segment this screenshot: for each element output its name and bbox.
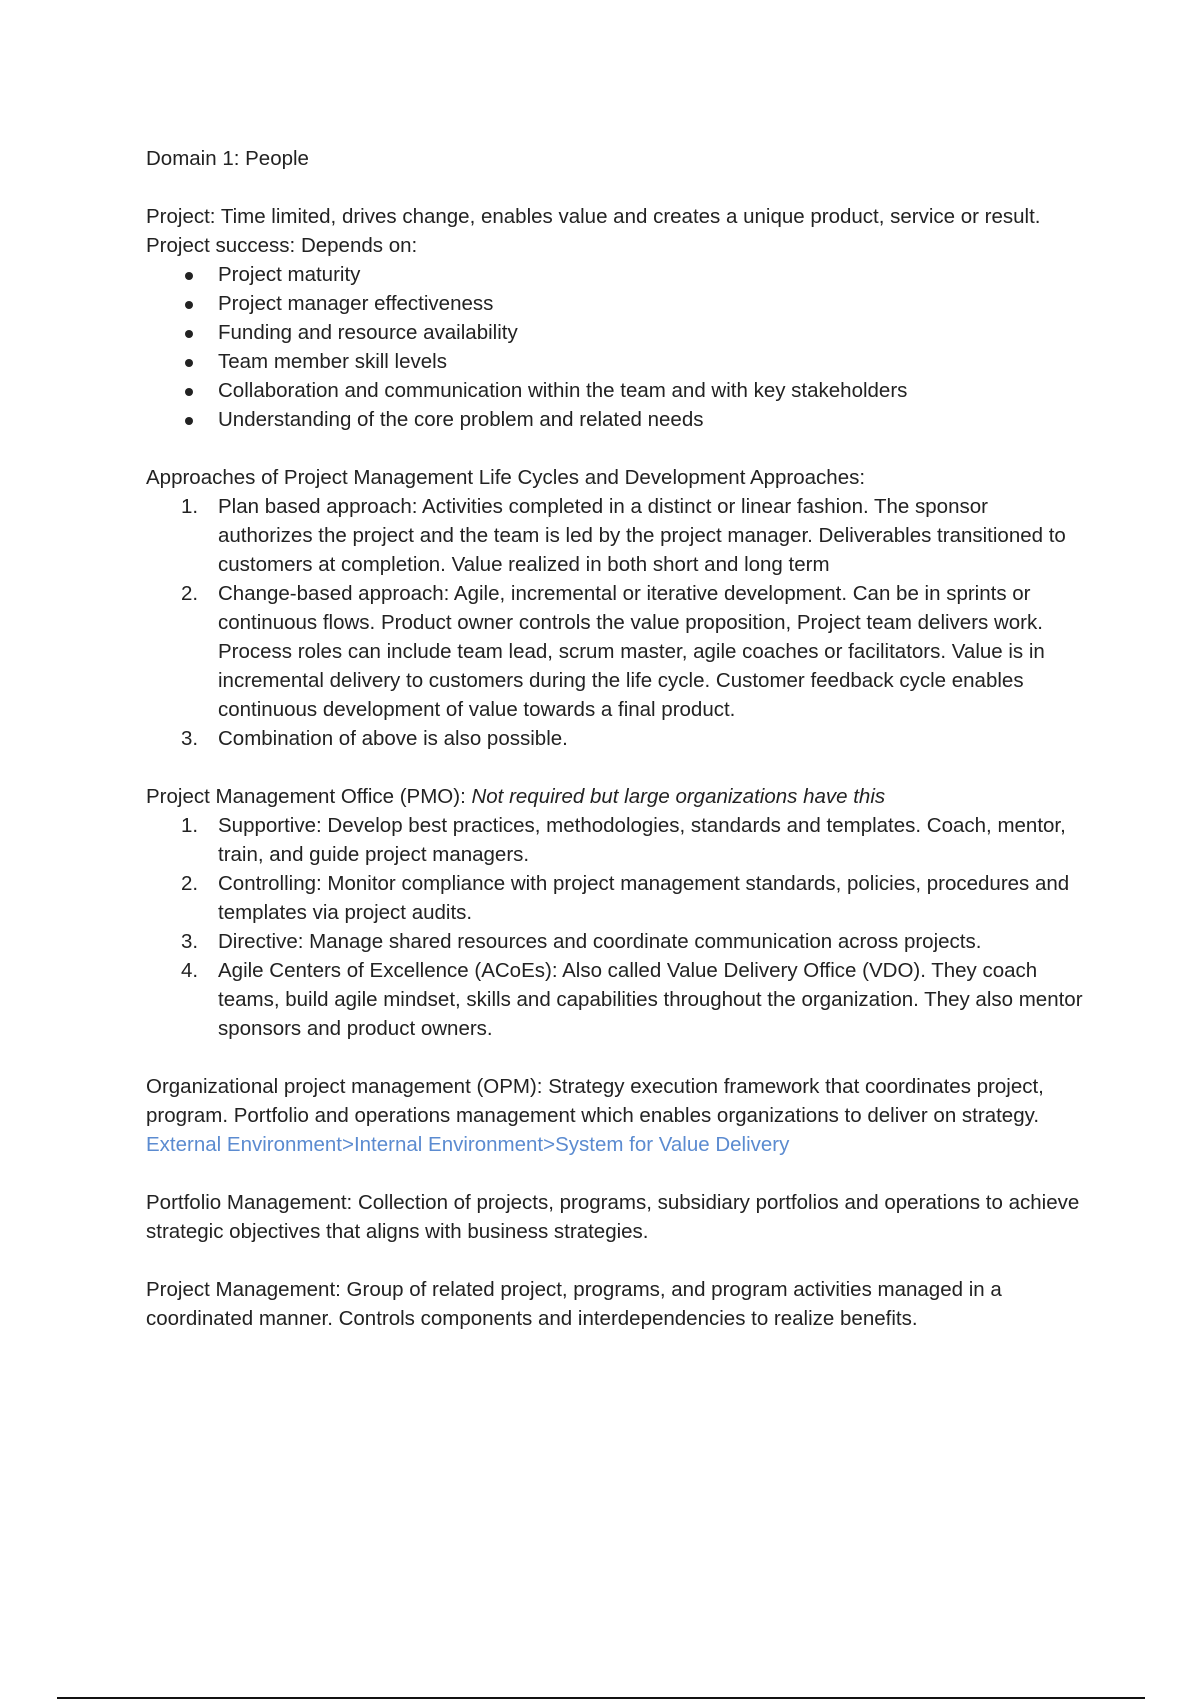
opm-paragraph: Organizational project management (OPM): Strategy execution framework that coordinates project, program. Portfolio and operations management which enables organizations to deliver on strategy. External Environment>Internal Environment>System for Value Delivery [146,1075,1044,1156]
pmo-heading: Project Management Office (PMO): Not required but large organizations have this [146,785,886,808]
list-item: Team member skill levels [146,347,1086,376]
success-heading: Project success: Depends on: [146,234,418,257]
list-item: Project maturity [146,260,1086,289]
document-title: Domain 1: People [146,147,309,170]
list-item: Project manager effectiveness [146,289,1086,318]
page-bottom-rule [57,1697,1145,1699]
list-item: 3. Directive: Manage shared resources and coordinate communication across projects. [181,930,982,953]
list-item: Collaboration and communication within the team and with key stakeholders [146,376,1086,405]
project-definition: Project: Time limited, drives change, enables value and creates a unique product, service or result. [146,205,1041,228]
pmo-types-list [146,811,1086,1043]
pmo-note: Not required but large organizations have this [471,785,886,808]
document-page [146,144,1086,1333]
portfolio-paragraph: Portfolio Management: Collection of projects, programs, subsidiary portfolios and operations to achieve strategic objectives that aligns with business strategies. [146,1191,1080,1243]
list-item: 2. Controlling: Monitor compliance with project management standards, policies, procedures and templates via project audits. [181,872,1070,924]
approaches-list [146,492,1086,753]
list-item: 2. Change-based approach: Agile, incremental or iterative development. Can be in sprints or continuous flows. Product owner controls the value proposition, Project team delivers work. Process roles can include team lead, scrum master, agile coaches or facilitators. Value is in incremental delivery to customers during the life cycle. Customer feedback cycle enables continuous development of value towards a final product. [181,582,1045,721]
list-item: Understanding of the core problem and related needs [146,405,1086,434]
list-item: 1. Supportive: Develop best practices, methodologies, standards and templates. Coach, mentor, train, and guide project managers. [181,814,1066,866]
project-management-paragraph: Project Management: Group of related project, programs, and program activities managed in a coordinated manner. Controls components and interdependencies to realize benefits. [146,1278,1002,1330]
list-item: Funding and resource availability [146,318,1086,347]
approaches-heading: Approaches of Project Management Life Cycles and Development Approaches: [146,466,866,489]
opm-link[interactable]: External Environment>Internal Environment>System for Value Delivery [146,1133,790,1156]
list-item: 4. Agile Centers of Excellence (ACoEs): Also called Value Delivery Office (VDO). They coach teams, build agile mindset, skills and capabilities throughout the organization. They also mentor sponsors and product owners. [181,959,1083,1040]
list-item: 3. Combination of above is also possible. [181,727,568,750]
list-item: 1. Plan based approach: Activities completed in a distinct or linear fashion. The sponsor authorizes the project and the team is led by the project manager. Deliverables transitioned to customers at completion. Value realized in both short and long term [181,495,1066,576]
success-factors-list [146,260,1086,434]
